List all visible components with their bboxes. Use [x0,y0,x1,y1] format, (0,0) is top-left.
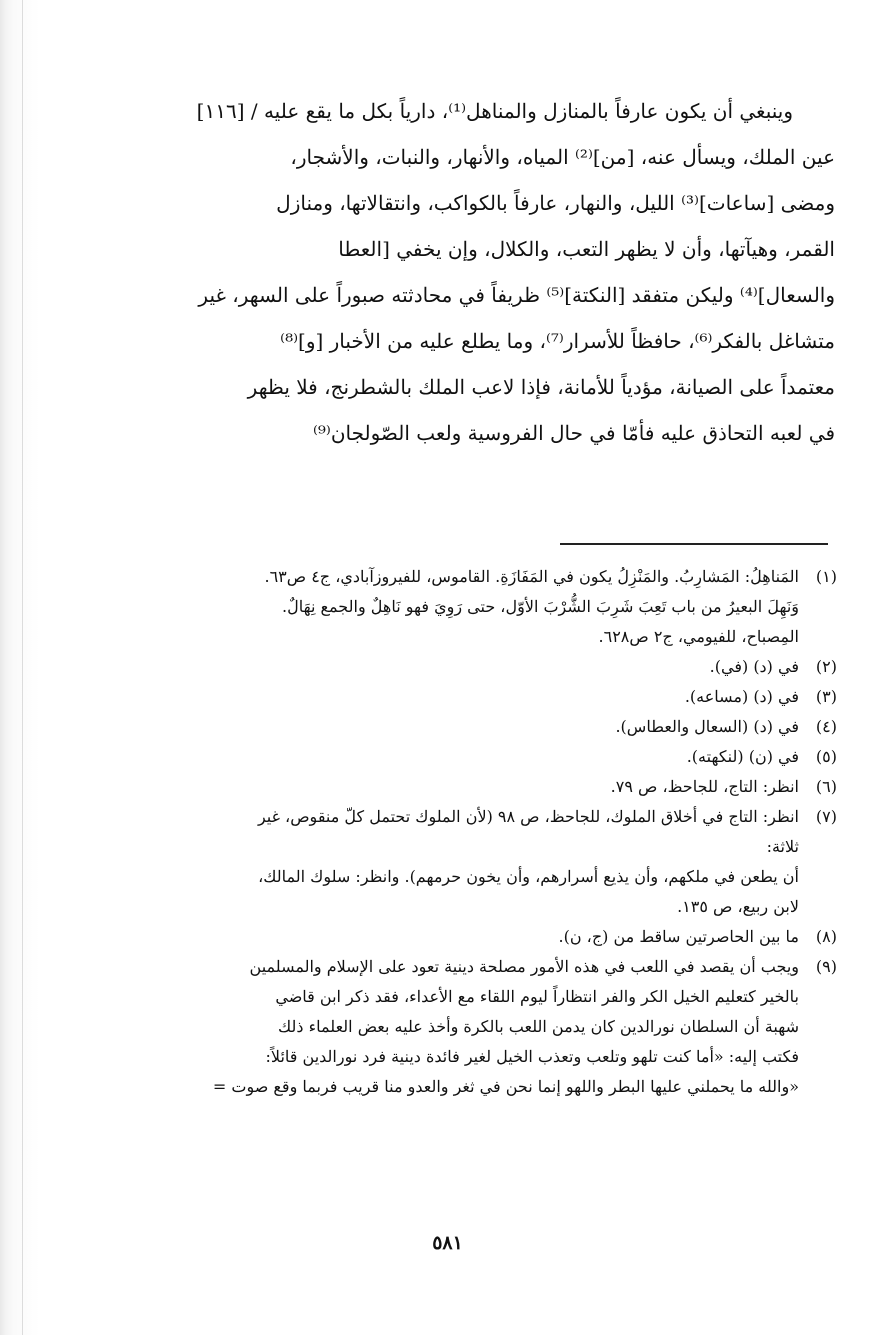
footnote-number: (٥) [815,747,837,766]
footnotes-section [160,562,837,1102]
body-line-4: القمر، وهيآتها، وأن لا يظهر التعب، والكلال، وإن يخفي [العطا [338,237,835,261]
footnote-number: (٨) [815,927,837,946]
footnote-line: في (د) (السعال والعطاس). [615,717,799,736]
footnote-line: ثلاثة: [766,837,799,856]
body-line-3: ومضى [ساعات]⁽³⁾ الليل، والنهار، عارفاً بالكواكب، وانتقالاتها، ومنازل [276,191,835,215]
footnote-line: شهبة أن السلطان نورالدين كان يدمن اللعب بالكرة وأخذ عليه بعض العلماء ذلك [278,1017,799,1036]
footnote-2 [160,652,837,682]
footnote-6 [160,772,837,802]
footnote-line: بالخير كتعليم الخيل الكر والفر انتظاراً ليوم اللقاء مع الأعداء، فقد ذكر ابن قاضي [275,987,799,1006]
footnote-line: المِصباح، للفيومي، ج٢ ص٦٢٨. [598,627,799,646]
body-line-1: وينبغي أن يكون عارفاً بالمنازل والمناهل⁽¹⁾، دارياً بكل ما يقع عليه / [١١٦] [196,99,793,123]
footnote-line: المَناهِلُ: المَشارِبُ. والمَنْزِلُ يكون في المَفَازَةِ. القاموس، للفيروزآبادي، ج٤ ص٦٣. [264,567,799,586]
footnote-line: في (د) (مساعه). [684,687,799,706]
footnote-4 [160,712,837,742]
footnote-line: ويجب أن يقصد في اللعب في هذه الأمور مصلحة دينية تعود على الإسلام والمسلمين [249,957,799,976]
footnote-line: انظر: التاج، للجاحظ، ص ٧٩. [610,777,799,796]
footnote-line: أن يطعن في ملكهم، وأن يذيع أسرارهم، وأن يخون حرمهم). وانظر: سلوك المالك، [258,867,799,886]
page-number: ٥٨١ [432,1232,463,1254]
footnote-number: (٩) [815,957,837,976]
footnote-line: ما بين الحاصرتين ساقط من (ج، ن). [558,927,799,946]
footnote-number: (٣) [815,687,837,706]
body-line-7: معتمداً على الصيانة، مؤدياً للأمانة، فإذا لاعب الملك بالشطرنج، فلا يظهر [247,375,835,399]
body-line-5: والسعال]⁽⁴⁾ وليكن متفقد [النكتة]⁽⁵⁾ ظريفاً في محادثته صبوراً على السهر، غير [198,283,835,307]
body-line-2: عين الملك، ويسأل عنه، [من]⁽²⁾ المياه، والأنهار، والنبات، والأشجار، [290,145,835,169]
body-line-6: متشاغل بالفكر⁽⁶⁾، حافظاً للأسرار⁽⁷⁾، وما يطلع عليه من الأخبار [و]⁽⁸⁾ [280,329,835,353]
footnote-5 [160,742,837,772]
footnote-line: انظر: التاج في أخلاق الملوك، للجاحظ، ص ٩٨ (لأن الملوك تحتمل كلّ منقوص، غير [257,807,799,826]
footnote-line: «والله ما يحملني عليها البطر واللهو إنما نحن في ثغر والعدو منا قريب فربما وقع صوت = [212,1077,799,1096]
footnote-line: في (د) (في). [709,657,799,676]
page-binding-edge [0,0,40,1335]
footnote-3 [160,682,837,712]
footnote-line: لابن ربيع، ص ١٣٥. [677,897,799,916]
footnote-8 [160,922,837,952]
footnote-line: في (ن) (لنكهته). [686,747,799,766]
body-line-8: في لعبه التحاذق عليه فأمّا في حال الفروسية ولعب الصّولجان⁽⁹⁾ [312,421,835,445]
footnote-number: (١) [815,567,837,586]
footnote-number: (٦) [815,777,837,796]
footnote-1 [160,562,837,652]
footnote-line: وَنَهِلَ البعيرُ من باب تَعِبَ شَرِبَ الشُّرْبَ الأوّل، حتى رَوِيَ فهو نَاهِلٌ والجمع نِهَالٌ. [282,597,799,616]
main-body-text [118,88,835,456]
footnote-number: (٢) [815,657,837,676]
footnote-9 [160,952,837,1102]
footnote-7 [160,802,837,922]
footnote-number: (٧) [815,807,837,826]
footnote-line: فكتب إليه: «أما كنت تلهو وتلعب وتعذب الخيل لغير فائدة دينية فرد نورالدين قائلاً: [265,1047,799,1066]
footnote-number: (٤) [815,717,837,736]
footnote-separator-rule [560,543,828,545]
